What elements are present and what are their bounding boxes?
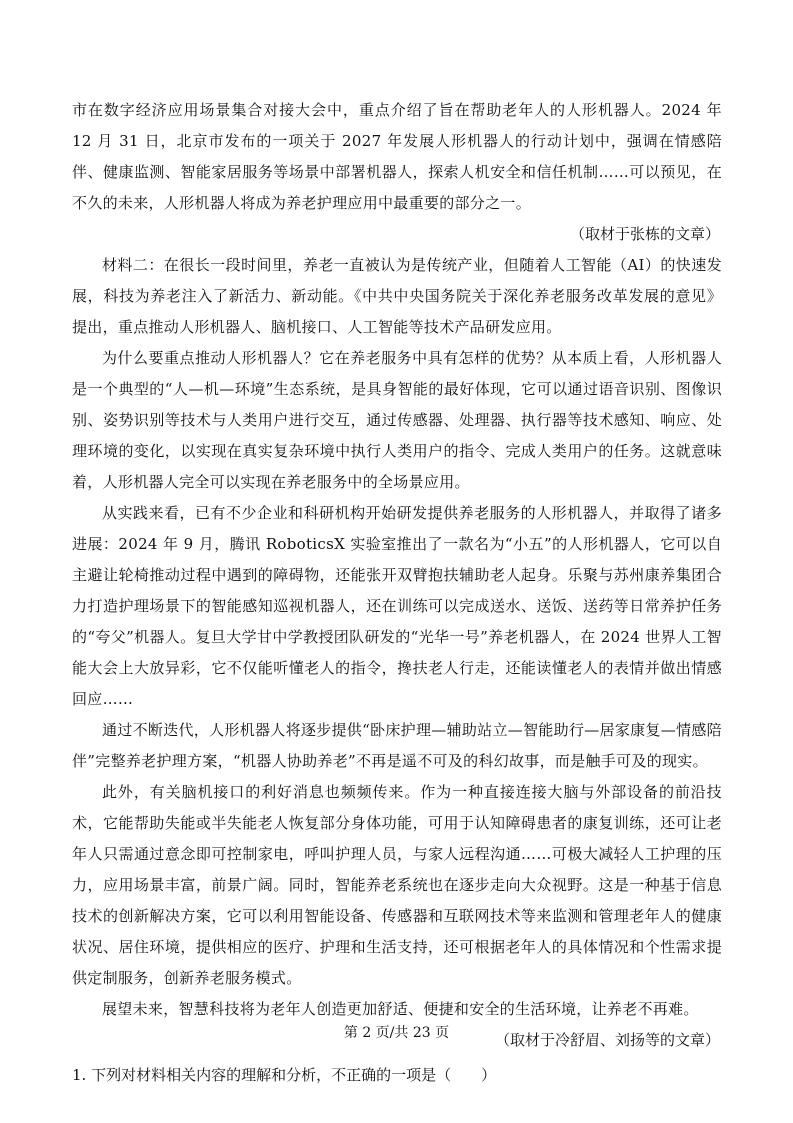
question-1: 1. 下列对材料相关内容的理解和分析，不正确的一项是（ ） — [72, 1066, 497, 1084]
paragraph-outlook: 展望未来，智慧科技将为老年人创造更加舒适、便捷和安全的生活环境，让养老不再难。 — [102, 1000, 699, 1018]
paragraph-why-humanoid: 为什么要重点推动人形机器人？它在养老服务中具有怎样的优势？从本质上看，人形机器人是一个典型的“人—机—环境”生态系统，是具身智能的最好体现，它可以通过语音识别、图像识别、姿势识别等技术与人类用户进行交互，通过传感器、处理器、执行器等技术感知、响应、处理环境的变化，以实现在真实复杂环境中执行人类用户的指令、完成人类用户的任务。这就意味着，人形机器人完全可以实现在养老服务中的全场景应用。 — [72, 349, 722, 491]
paragraph-iteration: 通过不断迭代，人形机器人将逐步提供“卧床护理—辅助站立—智能助行—居家康复—情感陪伴”完整养老护理方案，“机器人协助养老”不再是遥不可及的科幻故事，而是触手可及的现实。 — [72, 721, 722, 770]
page-footer: 第 2 页/共 23 页 — [343, 1025, 450, 1041]
document-body — [72, 95, 722, 1088]
paragraph-brain-computer: 此外，有关脑机接口的利好消息也频频传来。作为一种直接连接大脑与外部设备的前沿技术，它能帮助失能或半失能老人恢复部分身体功能，可用于认知障碍患者的康复训练，还可让老年人只需通过意念即可控制家电，呼叫护理人员，与家人远程沟通……可极大减轻人工护理的压力，应用场景丰富，前景广阔。同时，智能养老系统也在逐步走向大众视野。这是一种基于信息技术的创新解决方案，它可以利用智能设备、传感器和互联网技术等来监测和管理老年人的健康状况、居住环境，提供相应的医疗、护理和生活支持，还可根据老年人的具体情况和个性需求提供定制服务，创新养老服务模式。 — [72, 783, 722, 987]
source-citation-1: （取材于张栋的文章） — [569, 225, 720, 243]
paragraph-practice: 从实践来看，已有不少企业和科研机构开始研发提供养老服务的人形机器人，并取得了诸多进展：2024 年 9 月，腾讯 RoboticsX 实验室推出了一款名为“小五”的人形机器人，它可以自主避让轮椅推动过程中遇到的障碍物，还能张开双臂抱扶辅助老人起身。乐聚与苏州康养集团合力打造护理场景下的智能感知巡视机器人，还在训练可以完成送水、送饭、送药等日常养护任务的“夸父”机器人。复旦大学甘中学教授团队研发的“光华一号”养老机器人，在 2024 世界人工智能大会上大放异彩，它不仅能听懂老人的指令，搀扶老人行走，还能读懂老人的表情并做出情感回应…… — [72, 504, 722, 708]
paragraph-intro-continued: 市在数字经济应用场景集合对接大会中，重点介绍了旨在帮助老年人的人形机器人。2024 年 12 月 31 日，北京市发布的一项关于 2027 年发展人形机器人的行动计划中，强调在情感陪伴、健康监测、智能家居服务等场景中部署机器人，探索人机安全和信任机制……可以预见，在不久的未来，人形机器人将成为养老护理应用中最重要的部分之一。 — [72, 101, 722, 212]
paragraph-material-two: 材料二：在很长一段时间里，养老一直被认为是传统产业，但随着人工智能（AI）的快速发展，科技为养老注入了新活力、新动能。《中共中央国务院关于深化养老服务改革发展的意见》提出，重点推动人形机器人、脑机接口、人工智能等技术产品研发应用。 — [72, 256, 722, 336]
source-citation-2: （取材于冷舒眉、刘扬等的文章） — [494, 1031, 720, 1049]
